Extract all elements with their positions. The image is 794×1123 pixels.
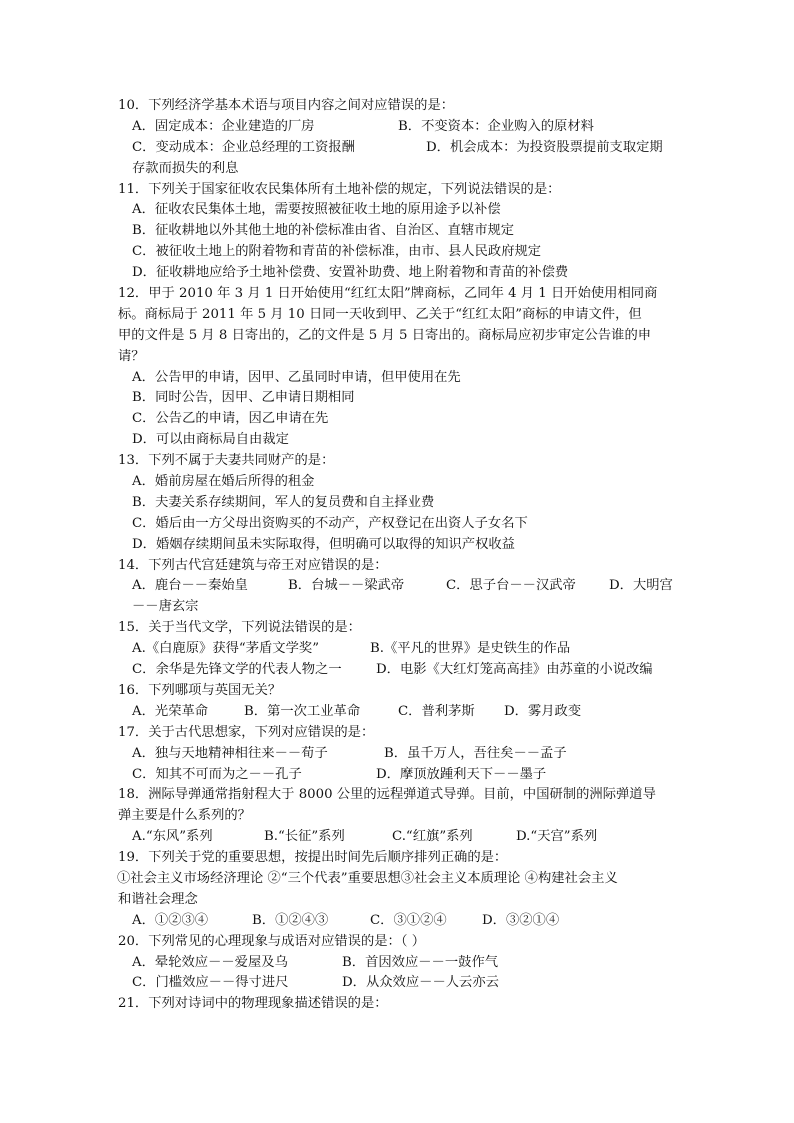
q16-option-d: D．雾月政变 <box>504 703 582 719</box>
question-19-options-row <box>118 911 684 932</box>
q19-option-a: A．①②③④ <box>132 912 209 928</box>
q10-option-c: C．变动成本：企业总经理的工资报酬 <box>132 139 355 155</box>
q12-option-a: A．公告甲的申请，因甲、乙虽同时申请，但甲使用在先 <box>132 369 461 385</box>
q14-option-a: A．鹿台－－秦始皇 <box>132 578 248 594</box>
q17-option-c: C．知其不可而为之－－孔子 <box>132 766 302 782</box>
q18-option-d: D.“天宫”系列 <box>516 829 598 845</box>
q20-option-d: D．从众效应－－人云亦云 <box>342 975 499 991</box>
q19-option-d: D．③②①④ <box>482 912 560 928</box>
question-12-line-2: 标。商标局于 2011 年 5 月 10 日同一天收到甲、乙关于“红红太阳”商标的申请文件，但 <box>118 306 642 322</box>
q16-option-c: C．普利茅斯 <box>398 703 475 719</box>
question-17-options-row-1 <box>118 744 684 765</box>
question-19-items-line-1: ①社会主义市场经济理论 ②“三个代表”重要思想③社会主义本质理论 ④构建社会主义 <box>117 870 618 886</box>
question-15-options-row-2 <box>118 660 684 681</box>
question-10: 10．下列经济学基本术语与项目内容之间对应错误的是： <box>118 98 455 113</box>
question-20: 20．下列常见的心理现象与成语对应错误的是：（ ） <box>118 933 426 949</box>
q18-option-b: B.“长征”系列 <box>264 829 345 845</box>
q14-option-b: B．台城－－梁武帝 <box>288 578 405 594</box>
question-20-options-row-2 <box>118 973 684 994</box>
q10-option-d: D．机会成本：为投资股票提前支取定期 <box>426 139 663 155</box>
question-18-options-row <box>118 827 684 848</box>
q16-option-a: A．光荣革命 <box>132 703 209 719</box>
question-21: 21．下列对诗词中的物理现象描述错误的是： <box>118 996 388 1012</box>
q19-option-b: B．①②④③ <box>252 912 329 928</box>
q15-option-d: D．电影《大红灯笼高高挂》由苏童的小说改编 <box>376 662 653 678</box>
q12-option-b: B．同时公告，因甲、乙申请日期相同 <box>132 390 355 406</box>
q18-option-a: A.“东风”系列 <box>132 829 213 845</box>
q10-option-b: B．不变资本：企业购入的原材料 <box>398 118 594 134</box>
question-20-options-row-1 <box>118 953 684 974</box>
q11-option-d: D．征收耕地应给予土地补偿费、安置补助费、地上附着物和青苗的补偿费 <box>132 265 569 281</box>
q14-option-d: D．大明宫 <box>609 578 673 594</box>
q14-option-c: C．思子台－－汉武帝 <box>446 578 576 594</box>
q12-option-d: D．可以由商标局自由裁定 <box>132 432 289 448</box>
question-14: 14．下列古代宫廷建筑与帝王对应错误的是： <box>118 557 388 573</box>
exam-page-content <box>118 96 684 1015</box>
question-17-options-row-2 <box>118 765 684 786</box>
q13-option-c: C．婚后由一方父母出资购买的不动产，产权登记在出资人子女名下 <box>132 515 528 531</box>
q11-option-b: B．征收耕地以外其他土地的补偿标准由省、自治区、直辖市规定 <box>132 223 515 239</box>
q14-option-d-continued: －－唐玄宗 <box>132 599 199 615</box>
q20-option-c: C．门槛效应－－得寸进尺 <box>132 975 289 991</box>
q12-option-c: C．公告乙的申请，因乙申请在先 <box>132 411 329 427</box>
q13-option-a: A．婚前房屋在婚后所得的租金 <box>132 474 315 490</box>
question-18-line-2: 弹主要是什么系列的？ <box>118 808 251 824</box>
question-18-line-1: 18．洲际导弹通常指射程大于 8000 公里的远程弹道式导弹。目前，中国研制的洲际弹道导 <box>118 787 656 803</box>
question-12-line-3: 甲的文件是 5 月 8 日寄出的，乙的文件是 5 月 5 日寄出的。商标局应初步审定公告谁的申 <box>118 327 652 343</box>
q10-option-d-continued: 存款而损失的利息 <box>132 160 239 176</box>
q13-option-b: B．夫妻关系存续期间，军人的复员费和自主择业费 <box>132 494 435 510</box>
question-10-options-row-1 <box>118 117 684 138</box>
question-17: 17．关于古代思想家，下列对应错误的是： <box>118 724 375 740</box>
question-14-options-row <box>118 576 684 597</box>
q20-option-b: B．首因效应－－一鼓作气 <box>342 954 499 970</box>
q11-option-a: A．征收农民集体土地，需要按照被征收土地的原用途予以补偿 <box>132 202 501 218</box>
question-15-options-row-1 <box>118 639 684 660</box>
q13-option-d: D．婚姻存续期间虽未实际取得，但明确可以取得的知识产权收益 <box>132 536 515 552</box>
question-11: 11．下列关于国家征收农民集体所有土地补偿的规定，下列说法错误的是： <box>118 181 561 197</box>
q16-option-b: B．第一次工业革命 <box>244 703 361 719</box>
question-19-items-line-2: 和谐社会理念 <box>118 891 198 907</box>
q15-option-c: C．余华是先锋文学的代表人物之一 <box>132 662 342 678</box>
question-13: 13．下列不属于夫妻共同财产的是： <box>118 453 335 469</box>
q10-option-a: A．固定成本：企业建造的厂房 <box>132 118 315 134</box>
q11-option-c: C．被征收土地上的附着物和青苗的补偿标准，由市、县人民政府规定 <box>132 244 542 260</box>
q18-option-c: C.“红旗”系列 <box>392 829 473 845</box>
question-12-line-1: 12．甲于 2010 年 3 月 1 日开始使用“红红太阳”牌商标，乙同年 4 月 1 日开始使用相同商 <box>118 286 658 302</box>
question-16: 16．下列哪项与英国无关？ <box>118 682 282 698</box>
q15-option-b: B.《平凡的世界》是史铁生的作品 <box>370 641 571 657</box>
q19-option-c: C．③①②④ <box>370 912 447 928</box>
q15-option-a: A.《白鹿原》获得“茅盾文学奖” <box>132 641 319 657</box>
question-10-options-row-2 <box>118 138 684 159</box>
question-12-line-4: 请？ <box>118 348 145 364</box>
question-19: 19．下列关于党的重要思想，按提出时间先后顺序排列正确的是： <box>118 850 508 866</box>
q17-option-a: A．独与天地精神相往来－－荀子 <box>132 745 328 761</box>
q20-option-a: A．晕轮效应－－爱屋及乌 <box>132 954 288 970</box>
question-16-options-row <box>118 702 684 723</box>
question-15: 15．关于当代文学，下列说法错误的是： <box>118 620 361 636</box>
q17-option-b: B．虽千万人，吾往矣－－孟子 <box>384 745 567 761</box>
q17-option-d: D．摩顶放踵利天下－－墨子 <box>376 766 547 782</box>
